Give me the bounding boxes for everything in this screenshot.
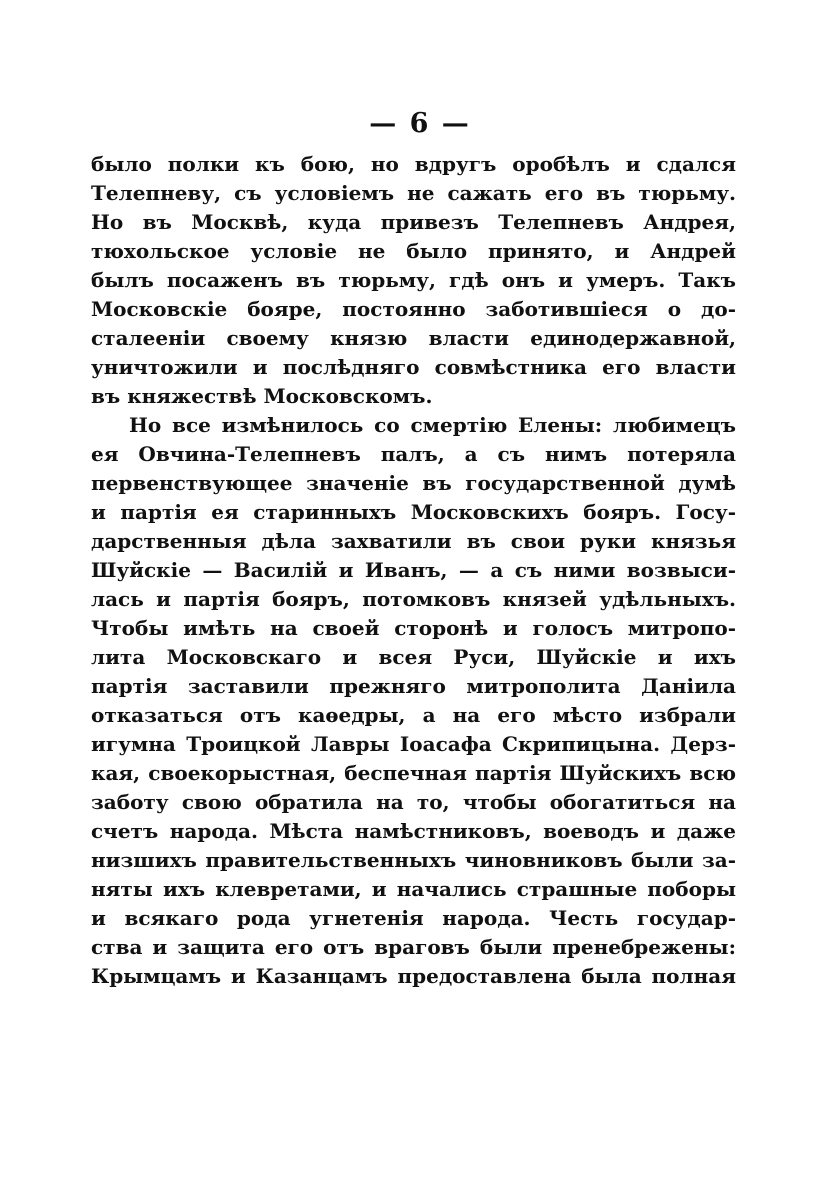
paragraph-1 bbox=[91, 150, 736, 411]
body-text bbox=[91, 150, 736, 991]
text-line: и партія ея старинныхъ Московскихъ бояръ. Госу- bbox=[91, 500, 736, 524]
text-line: заботу свою обратила на то, чтобы обогатиться на bbox=[91, 790, 736, 814]
text-line: ства и защита его отъ враговъ были пренебрежены: bbox=[91, 935, 736, 959]
text-line: партія заставили прежняго митрополита Даніила bbox=[91, 674, 736, 698]
text-line: Московскіе бояре, постоянно заботившіеся о до- bbox=[91, 297, 736, 321]
text-line: первенствующее значеніе въ государственной думѣ bbox=[91, 471, 736, 495]
text-line: былъ посаженъ въ тюрьму, гдѣ онъ и умеръ. Такъ bbox=[91, 268, 736, 292]
text-line: тюхольское условіе не было принято, и Андрей bbox=[91, 239, 736, 263]
text-line: сталееніи своему князю власти единодержавной, bbox=[91, 326, 736, 350]
text-line: ея Овчина-Телепневъ палъ, а съ нимъ потеряла bbox=[91, 442, 736, 466]
text-line: Но въ Москвѣ, куда привезъ Телепневъ Андрея, bbox=[91, 210, 736, 234]
text-line: въ княжествѣ Московскомъ. bbox=[91, 384, 433, 408]
text-line: было полки къ бою, но вдругъ оробѣлъ и сдался bbox=[91, 152, 736, 176]
text-line: низшихъ правительственныхъ чиновниковъ были за- bbox=[91, 848, 736, 872]
paragraph-2 bbox=[91, 411, 736, 991]
text-line: дарственныя дѣла захватили въ свои руки князья bbox=[91, 529, 736, 553]
text-line: Телепневу, съ условіемъ не сажать его въ тюрьму. bbox=[91, 181, 736, 205]
text-line: игумна Троицкой Лавры Іоасафа Скрипицына. Дерз- bbox=[91, 732, 736, 756]
text-line: и всякаго рода угнетенія народа. Честь государ- bbox=[91, 906, 736, 930]
text-line: кая, своекорыстная, беспечная партія Шуйскихъ всю bbox=[91, 761, 736, 785]
text-line: Чтобы имѣть на своей сторонѣ и голосъ митропо- bbox=[91, 616, 736, 640]
text-line: лась и партія бояръ, потомковъ князей удѣльныхъ. bbox=[91, 587, 736, 611]
text-line: Но все измѣнилось со смертію Елены: любимецъ bbox=[129, 413, 736, 437]
page-number: — 6 — bbox=[369, 108, 471, 139]
text-line: уничтожили и послѣдняго совмѣстника его власти bbox=[91, 355, 736, 379]
text-line: счетъ народа. Мѣста намѣстниковъ, воеводъ и даже bbox=[91, 819, 736, 843]
text-line: няты ихъ клевретами, и начались страшные поборы bbox=[91, 877, 736, 901]
text-line: Шуйскіе — Василій и Иванъ, — а съ ними возвыси- bbox=[91, 558, 736, 582]
text-line: лита Московскаго и всея Руси, Шуйскіе и ихъ bbox=[91, 645, 736, 669]
text-line: Крымцамъ и Казанцамъ предоставлена была полная bbox=[91, 964, 736, 988]
text-line: отказаться отъ каѳедры, а на его мѣсто избрали bbox=[91, 703, 736, 727]
